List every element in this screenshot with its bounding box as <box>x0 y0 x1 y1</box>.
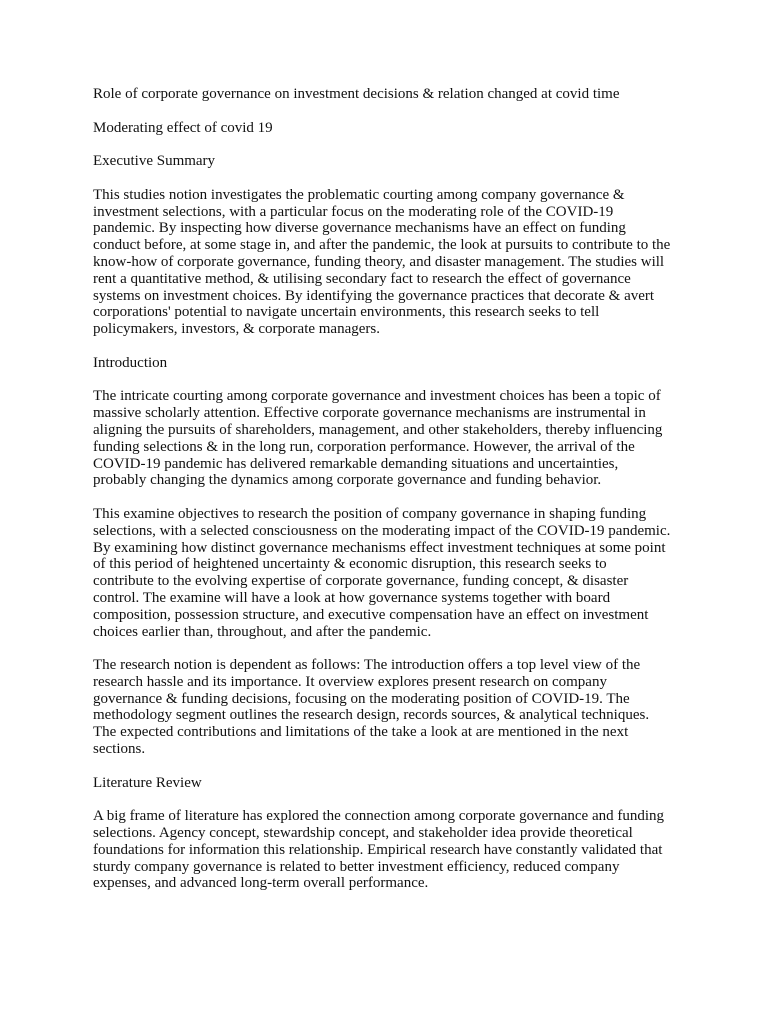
introduction-paragraph-1: The intricate courting among corporate governance and investment choices has been a topic of massive scholarly attention. Effective corporate governance mechanisms are instrumental in aligning the pursuits of shareholders, management, and other stakeholders, thereby influencing funding selections & in the long run, corporation performance. However, the arrival of the COVID-19 pandemic has delivered remarkable demanding situations and uncertainties, probably changing the dynamics among corporate governance and funding behavior. <box>93 388 663 489</box>
introduction-paragraph-3: The research notion is dependent as follows: The introduction offers a top level view of the research hassle and its importance. It overview explores present research on company governance & funding decisions, focusing on the moderating position of COVID-19. The methodology segment outlines the research design, records sources, & analytical techniques. The expected contributions and limitations of the take a look at are mentioned in the next sections. <box>93 657 650 758</box>
document-title: Role of corporate governance on investment decisions & relation changed at covid time <box>93 86 620 102</box>
document-body <box>93 86 671 909</box>
executive-summary-paragraph: This studies notion investigates the problematic courting among company governance & investment selections, with a particular focus on the moderating role of the COVID-19 pandemic. By inspecting how diverse governance mechanisms have an effect on funding conduct before, at some stage in, and after the pandemic, the look at pursuits to contribute to the know-how of corporate governance, funding theory, and disaster management. The studies will rent a quantitative method, & utilising secondary fact to research the effect of governance systems on investment choices. By identifying the governance practices that decorate & avert corporations' potential to navigate uncertain environments, this research seeks to tell policymakers, investors, & corporate managers. <box>93 186 671 338</box>
introduction-heading: Introduction <box>93 354 168 371</box>
literature-review-paragraph: A big frame of literature has explored the connection among corporate governance and funding selections. Agency concept, stewardship concept, and stakeholder idea provide theoretical foundations for information this relationship. Empirical research have constantly validated that sturdy company governance is related to better investment efficiency, reduced company expenses, and advanced long-term overall performance. <box>93 808 665 892</box>
executive-summary-heading: Executive Summary <box>93 153 216 170</box>
literature-review-heading: Literature Review <box>93 774 202 791</box>
introduction-paragraph-2: This examine objectives to research the position of company governance in shaping funding selections, with a selected consciousness on the moderating impact of the COVID-19 pandemic. By examining how distinct governance mechanisms effect investment techniques at some point of this period of heightened uncertainty & economic disruption, this research seeks to contribute to the evolving expertise of corporate governance, funding concept, & disaster control. The examine will have a look at how governance systems together with board composition, possession structure, and executive compensation have an effect on investment choices earlier than, throughout, and after the pandemic. <box>93 505 671 640</box>
document-subtitle: Moderating effect of covid 19 <box>93 119 273 136</box>
